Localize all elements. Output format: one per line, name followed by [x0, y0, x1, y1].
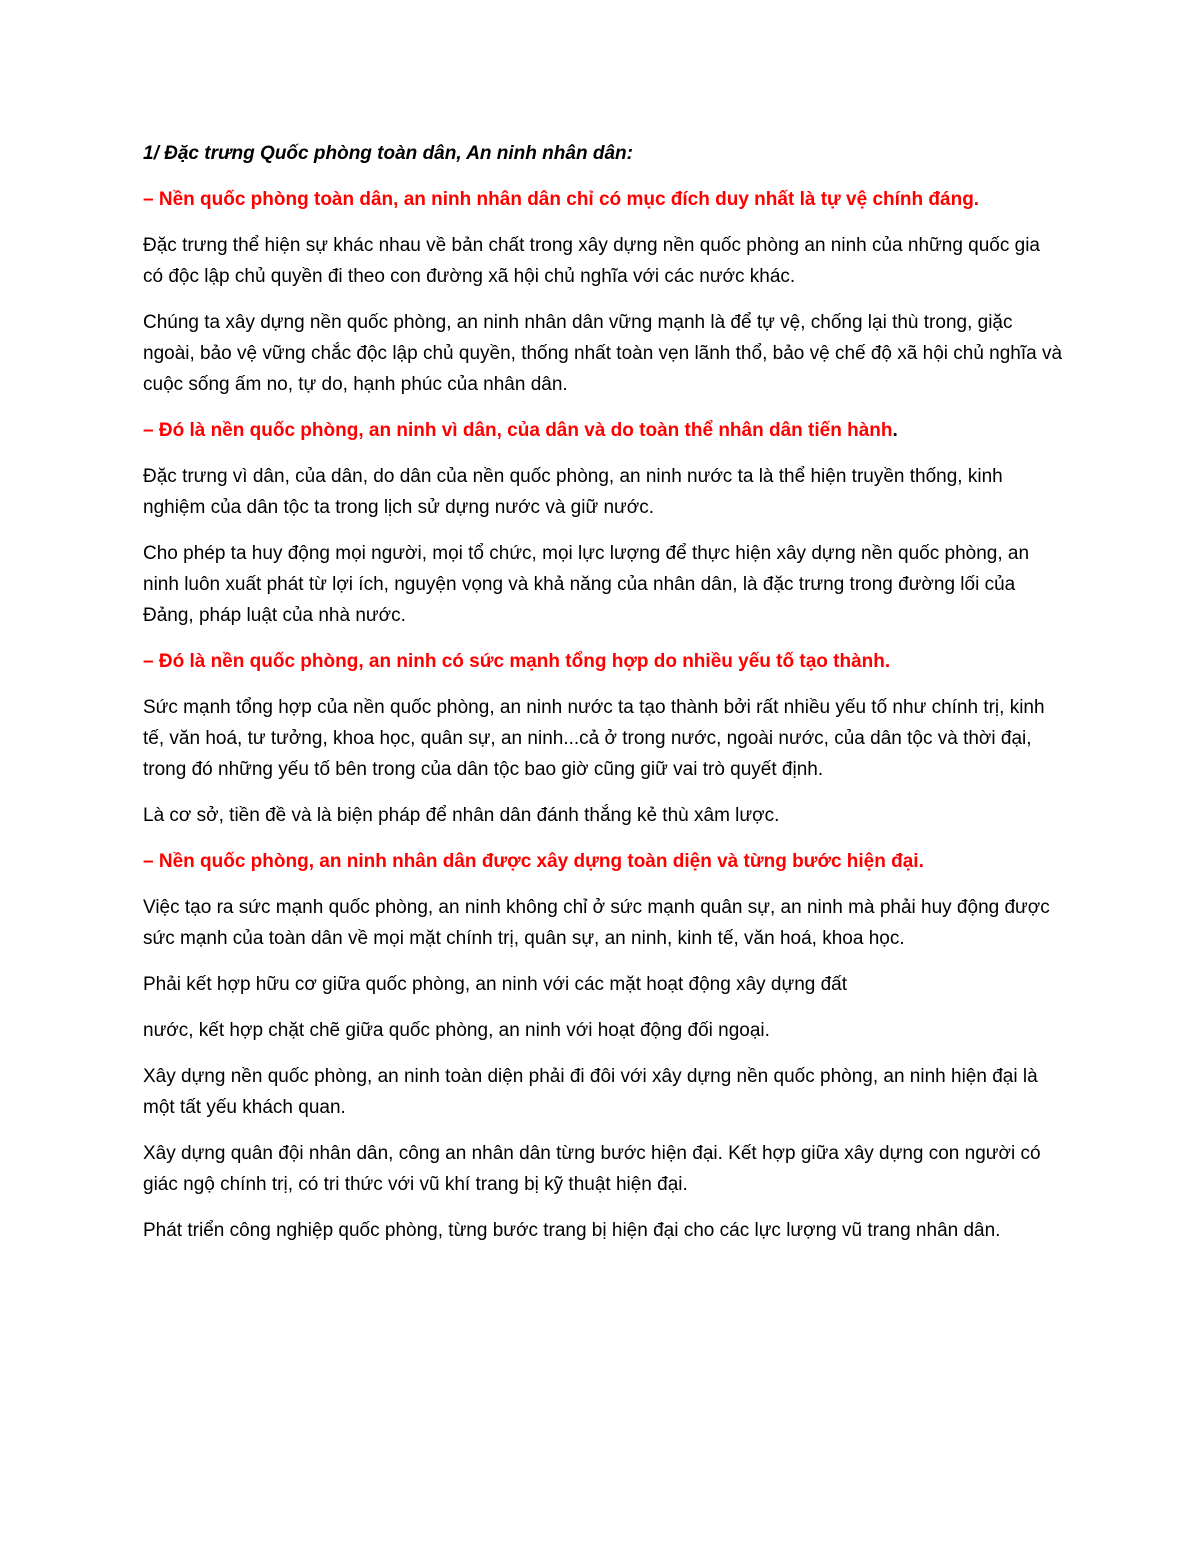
document-title: 1/ Đặc trưng Quốc phòng toàn dân, An ninh nhân dân:: [143, 143, 633, 164]
paragraph: Cho phép ta huy động mọi người, mọi tổ chức, mọi lực lượng để thực hiện xây dựng nền quốc phòng, an ninh luôn xuất phát từ lợi ích, nguyện vọng và khả năng của nhân dân, là đặc trưng trong đường lối của Đảng, pháp luật của nhà nước.: [143, 543, 1030, 626]
paragraph: Chúng ta xây dựng nền quốc phòng, an ninh nhân dân vững mạnh là để tự vệ, chống lại thù trong, giặc ngoài, bảo vệ vững chắc độc lập chủ quyền, thống nhất toàn vẹn lãnh thổ, bảo vệ chế độ xã hội chủ nghĩa và cuộc sống ấm no, tự do, hạnh phúc của nhân dân.: [143, 312, 1063, 395]
section-heading-text: – Đó là nền quốc phòng, an ninh có sức mạnh tổng hợp do nhiều yếu tố tạo thành.: [143, 651, 891, 672]
document-body: [143, 138, 1063, 1261]
paragraph: Phát triển công nghiệp quốc phòng, từng bước trang bị hiện đại cho các lực lượng vũ trang nhân dân.: [143, 1220, 1001, 1241]
paragraph: nước, kết hợp chặt chẽ giữa quốc phòng, an ninh với hoạt động đối ngoại.: [143, 1020, 770, 1041]
section-heading-text: – Nền quốc phòng toàn dân, an ninh nhân dân chỉ có mục đích duy nhất là tự vệ chính đáng.: [143, 189, 980, 210]
section-heading-text: – Nền quốc phòng, an ninh nhân dân được xây dựng toàn diện và từng bước hiện đại.: [143, 851, 924, 872]
paragraph: Đặc trưng vì dân, của dân, do dân của nền quốc phòng, an ninh nước ta là thể hiện truyền thống, kinh nghiệm của dân tộc ta trong lịch sử dựng nước và giữ nước.: [143, 466, 1003, 518]
section-heading-text: – Đó là nền quốc phòng, an ninh vì dân, của dân và do toàn thể nhân dân tiến hành: [143, 420, 893, 441]
section-heading: [143, 846, 1063, 877]
paragraph: Sức mạnh tổng hợp của nền quốc phòng, an ninh nước ta tạo thành bởi rất nhiều yếu tố như chính trị, kinh tế, văn hoá, tư tưởng, khoa học, quân sự, an ninh...cả ở trong nước, ngoài nước, của dân tộc và thời đại, trong đó những yếu tố bên trong của dân tộc bao giờ cũng giữ vai trò quyết định.: [143, 697, 1045, 780]
section-heading: [143, 646, 1063, 677]
section-heading-trail: .: [892, 420, 898, 441]
paragraph: Là cơ sở, tiền đề và là biện pháp để nhân dân đánh thắng kẻ thù xâm lược.: [143, 805, 780, 826]
paragraph: Xây dựng quân đội nhân dân, công an nhân dân từng bước hiện đại. Kết hợp giữa xây dựng con người có giác ngộ chính trị, có tri thức với vũ khí trang bị kỹ thuật hiện đại.: [143, 1143, 1041, 1195]
paragraph: Việc tạo ra sức mạnh quốc phòng, an ninh không chỉ ở sức mạnh quân sự, an ninh mà phải huy động được sức mạnh của toàn dân về mọi mặt chính trị, quân sự, an ninh, kinh tế, văn hoá, khoa học.: [143, 897, 1050, 949]
section-heading: [143, 184, 1063, 215]
paragraph: Phải kết hợp hữu cơ giữa quốc phòng, an ninh với các mặt hoạt động xây dựng đất: [143, 974, 848, 995]
paragraph: Đặc trưng thể hiện sự khác nhau về bản chất trong xây dựng nền quốc phòng an ninh của những quốc gia có độc lập chủ quyền đi theo con đường xã hội chủ nghĩa với các nước khác.: [143, 235, 1040, 287]
paragraph: Xây dựng nền quốc phòng, an ninh toàn diện phải đi đôi với xây dựng nền quốc phòng, an ninh hiện đại là một tất yếu khách quan.: [143, 1066, 1038, 1118]
section-heading: [143, 415, 1063, 446]
